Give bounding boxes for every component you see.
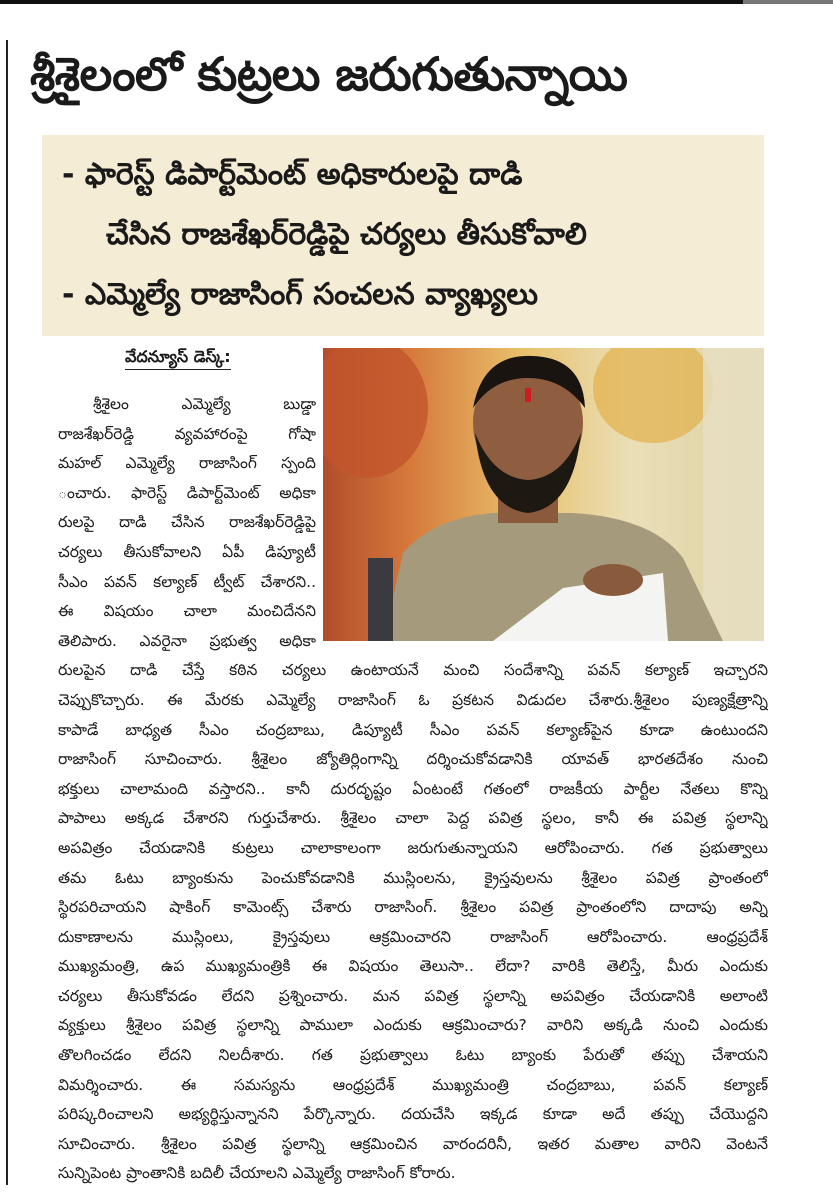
article-line: దుకాణాలను ముస్లింలు, క్రైస్తవులు ఆక్రమించారని రాజాసింగ్ ఆరోపించారు. ఆంధ్రప్రదేశ్ <box>58 927 768 946</box>
article-line: శ్రీశైలం ఎమ్మెల్యే బుడ్డా <box>93 395 316 413</box>
article-line: ంచారు. ఫారెస్ట్ డిపార్ట్‌మెంట్ అధికా <box>58 483 316 502</box>
article-line: తొలగించడం లేదని నిలదీశారు. గత ప్రభుత్వాలు ఓటు బ్యాంకు పేరుతో తప్పు చేశాయని <box>58 1046 768 1065</box>
article-line: చెప్పుకొచ్చారు. ఈ మేరకు ఎమ్మెల్యే రాజాసింగ్ ఓ ప్రకటన విడుదల చేశారు.శ్రీశైలం పుణ్యక్షేత్రాన్ని <box>58 690 768 709</box>
top-rule <box>0 0 833 4</box>
article-line: రులపై దాడి చేసిన రాజశేఖర్‌రెడ్డిపై <box>58 513 316 532</box>
article-line: రాజశేఖర్‌రెడ్డి వ్యవహారంపై గోషా <box>58 424 316 443</box>
article-line: సున్నిపెంట ప్రాంతానికి బదిలీ చేయాలని ఎమ్మెల్యే రాజాసింగ్ కోరారు. <box>58 1164 456 1183</box>
column-rule <box>6 40 8 1185</box>
article-line: అపవిత్రం చేయడానికి కుట్రలు చాలాకాలంగా జరుగుతున్నాయని ఆరోపించారు. గత ప్రభుత్వాలు <box>58 838 768 857</box>
article-line: ముఖ్యమంత్రి, ఉప ముఖ్యమంత్రికి ఈ విషయం తెలుసా.. లేదా? వారికి తెలిస్తే, మీరు ఎందుకు <box>58 957 768 976</box>
article-line: కాపాడే బాధ్యత సీఎం చంద్రబాబు, డిప్యూటీ సీఎం పవన్ కల్యాణ్‌పైన కూడా ఉంటుందని <box>58 720 768 739</box>
article-line: తెలిపారు. ఎవరైనా ప్రభుత్వ అధికా <box>58 631 316 650</box>
article-line: వ్యక్తులు శ్రీశైలం పవిత్ర స్థలాన్ని పాములా ఎందుకు ఆక్రమించారు? వారిని అక్కడి నుంచి ఎందుకు <box>58 1016 768 1035</box>
article-line: రులపైన దాడి చేస్తే కఠిన చర్యలు ఉంటాయనే మంచి సందేశాన్ని పవన్ కల్యాణ్ ఇచ్చారని <box>58 661 768 680</box>
top-rule-accent <box>743 0 833 4</box>
byline: వేదన్యూస్ డెస్క్: <box>125 346 231 370</box>
article-line: చర్యలు తీసుకోవడం లేదని ప్రశ్నించారు. మన పవిత్ర స్థలాన్ని అపవిత్రం చేయడానికి అలాంటి <box>58 986 768 1005</box>
article-line: సూచించారు. శ్రీశైలం పవిత్ర స్థలాన్ని ఆక్రమించిన వారందరినీ, ఇతర మతాల వారిని వెంటనే <box>58 1134 768 1153</box>
article-line: ఈ విషయం చాలా మంచిదేనని <box>58 602 316 621</box>
article-line: రాజాసింగ్ సూచించారు. శ్రీశైలం జ్యోతిర్లింగాన్ని దర్శించుకోవడానికి యావత్ భారతదేశం నుంచి <box>58 750 768 769</box>
subheading-box <box>42 135 764 336</box>
subheading-line: చేసిన రాజశేఖర్‌రెడ్డిపై చర్యలు తీసుకోవాలి <box>106 217 587 252</box>
article-body <box>58 390 768 1189</box>
article-line: చర్యలు తీసుకోవాలని ఏపీ డిప్యూటీ <box>58 542 316 561</box>
article-line: విమర్శించారు. ఈ సమస్యను ఆంధ్రప్రదేశ్ ముఖ్యమంత్రి చంద్రబాబు, పవన్ కల్యాణ్ <box>58 1075 768 1094</box>
article-line: పాపాలు అక్కడ చేశారని గుర్తుచేశారు. శ్రీశైలం చాలా పెద్ద పవిత్ర స్థలం, కానీ ఈ పవిత్ర స్థలాన్ని <box>58 809 768 828</box>
subheading-line: - ఫారెస్ట్ డిపార్ట్‌మెంట్ అధికారులపై దాడి <box>62 157 523 192</box>
article-line: మహల్ ఎమ్మెల్యే రాజాసింగ్ స్పంది <box>58 454 316 473</box>
headline: శ్రీశైలంలో కుట్రలు జరుగుతున్నాయి <box>30 47 628 101</box>
article-line: స్థిరపరిచాయని షాకింగ్ కామెంట్స్ చేశారు రాజాసింగ్. శ్రీశైలం పవిత్ర ప్రాంతంలోని దాదాపు అన్ని <box>58 898 768 917</box>
article-line: పరిష్కరించాలని అభ్యర్థిస్తున్నానని పేర్కొన్నారు. దయచేసి ఇక్కడ కూడా అదే తప్పు చేయొద్దని <box>58 1105 768 1124</box>
article-line: తమ ఓటు బ్యాంకును పెంచుకోవడానికి ముస్లింలను, క్రైస్తవులను శ్రీశైలం పవిత్ర ప్రాంతంలో <box>58 868 768 887</box>
article-line: సీఎం పవన్ కల్యాణ్ ట్వీట్ చేశారని.. <box>58 572 316 591</box>
article-line: భక్తులు చాలామంది వస్తారని.. కానీ దురదృష్టం ఏంటంటే గతంలో రాజకీయ పార్టీల నేతలు కొన్ని <box>58 779 768 798</box>
subheading-line: - ఎమ్మెల్యే రాజాసింగ్ సంచలన వ్యాఖ్యలు <box>62 277 538 312</box>
